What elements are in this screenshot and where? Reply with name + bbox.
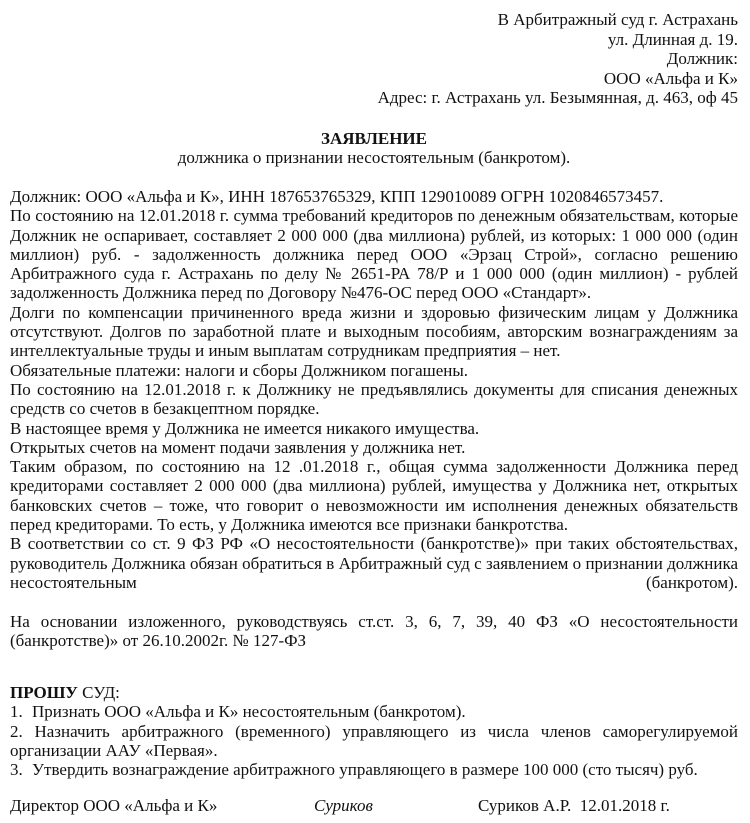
request-item bbox=[10, 760, 738, 779]
request-item bbox=[10, 702, 738, 721]
paragraph-debtor-details: Должник: ООО «Альфа и К», ИНН 187653765329, КПП 129010089 ОГРН 1020846573457. bbox=[10, 187, 664, 206]
request-item-text: Утвердить вознаграждение арбитражного управляющего в размере 100 000 (сто тысяч) руб. bbox=[32, 760, 698, 780]
signature: Суриков bbox=[314, 796, 373, 815]
document-body bbox=[10, 187, 738, 650]
debtor-label: Должник: bbox=[666, 49, 738, 68]
document-title: ЗАЯВЛЕНИЕ bbox=[320, 129, 427, 148]
signature-block bbox=[10, 796, 738, 816]
request-item-text: Назначить арбитражного (временного) управляющего из числа членов саморегулируемой организации ААУ «Первая». bbox=[10, 721, 738, 760]
paragraph-mandatory-payments: Обязательные платежи: налоги и сборы Должником погашены. bbox=[10, 360, 469, 380]
paragraph-creditor-claims: По состоянию на 12.01.2018 г. сумма требований кредиторов по денежным обязательствам, которые Должник не оспаривает, составляет 2 000 000 (два миллиона) рублей, из которых: 1 000 000 (один миллион) руб. - задолженность должника перед ООО «Эрзац Строй», согласно решению Арбитражного суда г. Астрахань по делу № 2651-РА 78/Р и 1 000 000 (один миллион) - рублей задолженность Должника перед по Договору №476-ОС перед ООО «Стандарт». bbox=[10, 206, 738, 303]
paragraph-legal-basis: В соответствии со ст. 9 ФЗ РФ «О несостоятельности (банкротстве)» при таких обстоятельствах, руководитель Должника обязан обратиться в Арбитражный суд с заявлением о признании должника несостоятельным (банкротом). bbox=[10, 534, 738, 592]
request-item bbox=[10, 722, 738, 761]
court-address: ул. Длинная д. 19. bbox=[607, 29, 738, 49]
request-item-text: Признать ООО «Альфа и К» несостоятельным (банкротом). bbox=[32, 702, 466, 722]
document-subtitle: должника о признании несостоятельным (банкротом). bbox=[177, 148, 571, 167]
signer-position: Директор ООО «Альфа и К» bbox=[10, 796, 218, 815]
request-item-number: 3. bbox=[10, 760, 23, 780]
signer-name-date: Суриков А.Р. 12.01.2018 г. bbox=[478, 796, 670, 815]
request-heading-bold: ПРОШУ bbox=[10, 683, 78, 702]
request-heading bbox=[10, 683, 738, 702]
debtor-name: ООО «Альфа и К» bbox=[603, 68, 738, 88]
spacer bbox=[10, 592, 738, 611]
request-item-number: 2. bbox=[10, 721, 23, 741]
debtor-address: Адрес: г. Астрахань ул. Безымянная, д. 463, оф 45 bbox=[377, 88, 738, 107]
paragraph-other-debts: Долги по компенсации причиненного вреда жизни и здоровью физическим лицам у Должника отсутствуют. Долгов по заработной плате и выходным пособиям, авторским вознаграждениям за интеллектуальные труды и иным выплатам сотрудникам предприятия – нет. bbox=[10, 302, 738, 361]
request-heading-rest: СУД: bbox=[77, 683, 120, 702]
request-item-number: 1. bbox=[10, 702, 23, 722]
paragraph-summary: Таким образом, по состоянию на 12 .01.2018 г., общая сумма задолженности Должника перед кредиторами составляет 2 000 000 (два миллиона) рублей, имущества у Должника нет, открытых банковских счетов – тоже, что говорит о невозможности им исполнения денежных обязательств перед кредиторами. То есть, у Должника имеются все признаки банкротства. bbox=[10, 457, 738, 535]
paragraph-no-accounts: Открытых счетов на момент подачи заявления у должника нет. bbox=[10, 437, 466, 457]
court-name: В Арбитражный суд г. Астрахань bbox=[497, 10, 738, 29]
request-section bbox=[10, 683, 738, 779]
paragraph-grounds: На основании изложенного, руководствуясь ст.ст. 3, 6, 7, 39, 40 ФЗ «О несостоятельности (банкротстве)» от 26.10.2002г. № 127-ФЗ bbox=[10, 611, 738, 650]
paragraph-no-documents: По состоянию на 12.01.2018 г. к Должнику не предъявлялись документы для списания денежных средств со счетов в безакцептном порядке. bbox=[10, 379, 738, 419]
paragraph-no-property: В настоящее время у Должника не имеется никакого имущества. bbox=[10, 418, 480, 438]
addressee-block bbox=[10, 10, 738, 108]
